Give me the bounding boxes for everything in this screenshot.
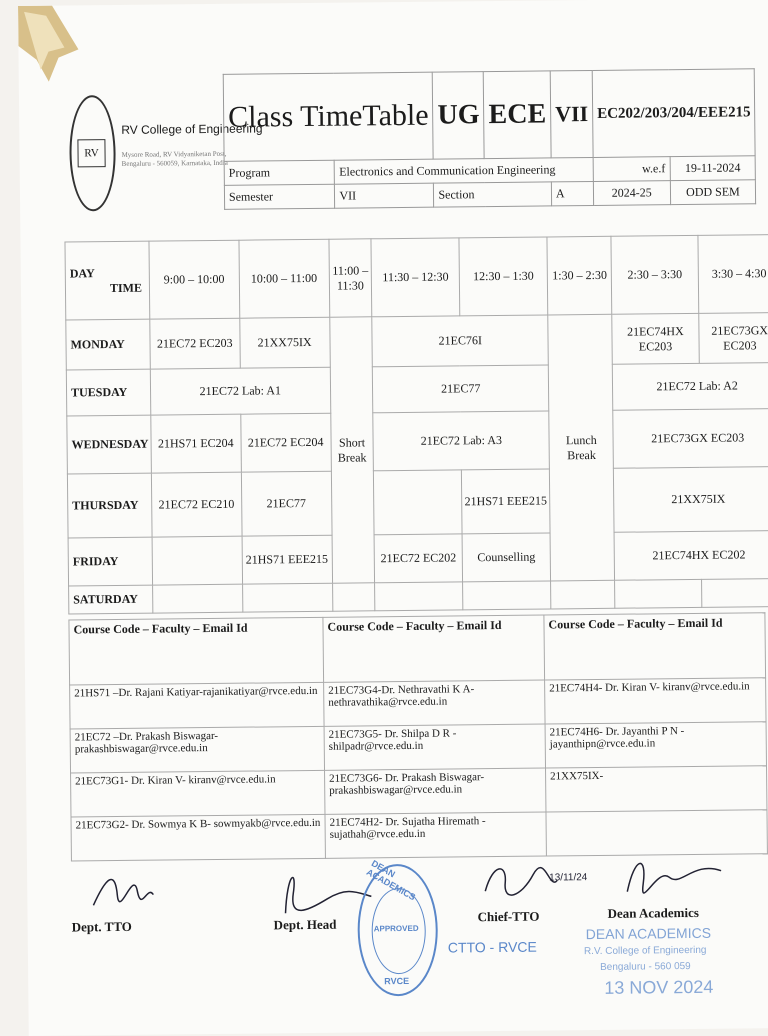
day-label: SATURDAY <box>69 585 153 614</box>
wef-date: 19-11-2024 <box>670 156 756 181</box>
day-label: THURSDAY <box>67 473 152 538</box>
faculty-entry: 21EC73G2- Dr. Sowmya K B- sowmyakb@rvce.edu.in <box>71 814 325 861</box>
class-cell <box>152 536 242 585</box>
section-label: Section <box>434 182 552 207</box>
faculty-table <box>68 612 767 861</box>
slot-header: 12:30 – 1:30 <box>459 237 548 316</box>
semester-roman: VII <box>550 70 593 157</box>
ctto-stamp: CTTO - RVCE <box>447 938 537 956</box>
torn-tape-corner <box>18 5 89 86</box>
faculty-entry: 21EC73G5- Dr. Shilpa D R - shilpadr@rvce.edu.in <box>324 724 545 770</box>
class-cell: 21EC72 EC203 <box>150 318 240 369</box>
chief-signature-label: Chief-TTO <box>477 908 540 925</box>
faculty-entry: 21EC72 –Dr. Prakash Biswagar-prakashbiswagar@rvce.edu.in <box>70 726 324 773</box>
class-cell: Counselling <box>462 533 551 582</box>
class-cell: 21EC73GX EC203 <box>698 313 768 364</box>
faculty-entry: 21EC73G4-Dr. Nethravathi K A- nethravathika@rvce.edu.in <box>324 680 545 726</box>
faculty-entry: 21XX75IX- <box>546 766 767 812</box>
slot-header: 11:00 – 11:30 <box>329 239 373 317</box>
class-cell: 21EC72 Lab: A1 <box>150 367 330 415</box>
class-cell: 21HS71 EEE215 <box>242 535 333 584</box>
dean-stamp-line: DEAN ACADEMICS <box>585 924 712 943</box>
dean-signature <box>617 847 728 908</box>
faculty-entry: 21EC74H6- Dr. Jayanthi P N - jayanthipn@rvce.edu.in <box>545 722 766 768</box>
class-cell: 21EC74HX EC203 <box>612 313 699 364</box>
head-signature-label: Dept. Head <box>273 916 337 933</box>
class-cell: 21XX75IX <box>239 317 330 368</box>
class-cell: 21HS71 EEE215 <box>461 469 550 534</box>
faculty-entry: 21EC73G6- Dr. Prakash Biswagar-prakashbiswagar@rvce.edu.in <box>325 768 546 814</box>
timetable-sheet <box>18 0 768 1036</box>
slot-header: 1:30 – 2:30 <box>547 236 612 315</box>
department: ECE <box>484 71 551 159</box>
class-cell <box>374 470 462 535</box>
lunch-break-cell: Lunch Break <box>548 314 615 581</box>
semester-value: VII <box>335 183 434 208</box>
class-cell: 21EC77 <box>373 365 549 413</box>
class-cell: 21EC72 EC210 <box>151 472 241 537</box>
day-label: MONDAY <box>66 319 150 370</box>
semester-label: Semester <box>224 184 335 209</box>
section-value: A <box>551 181 593 205</box>
faculty-entry: 21EC74H4- Dr. Kiran V- kiranv@rvce.edu.in <box>545 678 766 724</box>
faculty-header: Course Code – Faculty – Email Id <box>544 613 766 680</box>
header-table <box>223 68 757 210</box>
page-title: Class TimeTable <box>223 72 433 161</box>
day-label: TUESDAY <box>66 369 150 416</box>
class-cell: 21EC76I <box>372 315 548 367</box>
dean-stamp-date: 13 NOV 2024 <box>604 976 714 998</box>
college-name: RV College of Engineering <box>121 121 263 137</box>
slot-header: 9:00 – 10:00 <box>149 240 239 319</box>
faculty-entry: 21HS71 –Dr. Rajani Katiyar-rajanikatiyar@rvce.edu.in <box>70 682 324 729</box>
tto-signature-label: Dept. TTO <box>71 918 132 935</box>
slot-header: 10:00 – 11:00 <box>238 239 329 318</box>
class-cell: 21EC72 Lab: A3 <box>373 411 549 471</box>
class-cell: 21EC72 EC204 <box>240 413 331 472</box>
dean-signature-label: Dean Academics <box>607 904 699 921</box>
class-cell: 21EC72 Lab: A2 <box>613 363 768 411</box>
short-break-cell: Short Break <box>329 317 375 583</box>
header-block <box>63 68 755 223</box>
college-logo: RV <box>69 95 114 213</box>
slot-header: 3:30 – 4:30 <box>698 235 768 314</box>
level: UG <box>433 72 485 160</box>
dean-stamp-line: R.V. College of Engineering <box>583 944 707 958</box>
faculty-entry: 21EC73G1- Dr. Kiran V- kiranv@rvce.edu.in <box>71 770 325 817</box>
class-cell: 21XX75IX <box>614 467 768 533</box>
dean-stamp-line: Bengaluru - 560 059 <box>600 961 691 973</box>
semester-type: ODD SEM <box>670 180 756 205</box>
faculty-header: Course Code – Faculty – Email Id <box>323 615 545 682</box>
class-cell: 21HS71 EC204 <box>151 414 241 473</box>
class-cell: 21EC74HX EC202 <box>614 531 768 581</box>
class-cell: 21EC72 EC202 <box>374 534 462 583</box>
approved-stamp: DEAN ACADEMICS APPROVED RVCE <box>357 864 438 997</box>
wef-label: w.e.f <box>593 157 670 182</box>
room-codes: EC202/203/204/EEE215 <box>592 69 755 158</box>
slot-header: 2:30 – 3:30 <box>611 235 698 314</box>
chief-date: 13/11/24 <box>549 872 588 884</box>
slot-header: 11:30 – 12:30 <box>371 238 459 317</box>
academic-year: 2024-25 <box>593 181 670 206</box>
program-value: Electronics and Communication Engineering <box>335 157 594 184</box>
program-label: Program <box>224 160 335 185</box>
faculty-entry: 21EC74H2- Dr. Sujatha Hiremath - sujathah@rvce.edu.in <box>325 812 546 858</box>
day-label: FRIDAY <box>68 537 152 586</box>
faculty-header: Course Code – Faculty – Email Id <box>69 617 324 685</box>
tto-signature <box>87 865 158 916</box>
college-address: Mysore Road, RV Vidyaniketan Post, Bengaluru - 560059, Karnataka, India <box>121 149 228 168</box>
day-label: WEDNESDAY <box>67 415 152 474</box>
class-cell: 21EC73GX EC203 <box>613 409 768 469</box>
day-time-header: DAY TIME <box>65 241 150 320</box>
timetable-grid <box>64 234 768 614</box>
class-cell: 21EC77 <box>241 471 332 536</box>
